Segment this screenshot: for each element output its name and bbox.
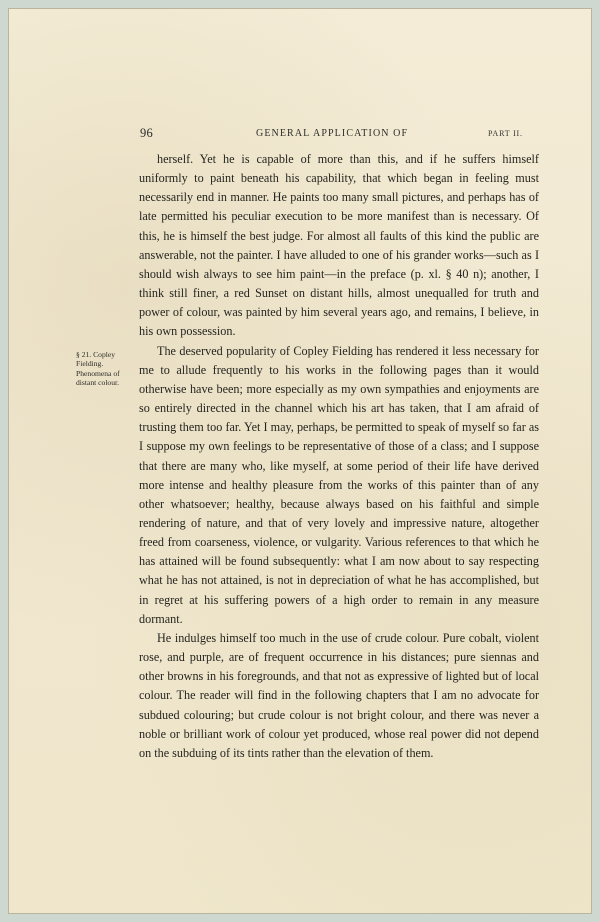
paragraph-3: He indulges himself too much in the use of crude colour. Pure cobalt, violent rose, and purple, are of frequent occurrence in his distances; pure siennas and other browns in his foregrounds, and that not as expressive of lighted but of local colour. The reader will find in the following chapters that I am no advocate for subdued colouring; but crude colour is not bright colour, and there was never a noble or brilliant work of colour yet produced, whose real power did not depend on the subduing of its tints rather than the elevation of them. bbox=[139, 630, 539, 760]
page-number: 96 bbox=[140, 126, 153, 140]
page-header bbox=[8, 126, 592, 144]
book-page bbox=[8, 8, 592, 914]
running-title: GENERAL APPLICATION OF bbox=[256, 128, 409, 139]
paragraph-2: The deserved popularity of Copley Fielding has rendered it less necessary for me to allude frequently to his works in the following pages than it would otherwise have been; more especially as my own sympathies and enjoyments are so entirely directed in the channel which his art has taken, that I am afraid of trusting them too far. Yet I may, perhaps, be permitted to speak of myself so far as I suppose my own feelings to be representative of those of a class; and I suppose that there are many who, like myself, at some period of their life have derived more intense and healthy pleasure from the works of this painter than of any other whatsoever; healthy, because always based on his faithful and simple rendering of nature, and that of very lovely and impressive nature, altogether freed from coarseness, violence, or vulgarity. Various references to that which he has attained will be found subsequently: what I am now about to say respecting what he has not attained, is not in depreciation of what he has accomplished, but in regret at his suffering powers of a high order to remain in any measure dormant. bbox=[139, 343, 539, 626]
body-text bbox=[139, 150, 539, 763]
part-label: PART II. bbox=[488, 129, 523, 138]
paragraph-1: herself. Yet he is capable of more than this, and if he suffers himself uniformly to paint beneath his capability, that which began in feeling must necessarily end in manner. He paints too many small pictures, and perhaps has of late permitted his peculiar execution to be more manifest than is necessary. Of this, he is himself the best judge. For almost all faults of this kind the public are answerable, not the painter. I have alluded to one of his grander works—such as I should wish always to see him paint—in the preface (p. xl. § 40 n); another, I think still finer, a red Sunset on distant hills, almost unequalled for truth and power of colour, was painted by him several years ago, and remains, I believe, in his own possession. bbox=[139, 152, 539, 339]
marginal-note: § 21. Copley Fielding. Phenomena of distant colour. bbox=[76, 350, 120, 388]
